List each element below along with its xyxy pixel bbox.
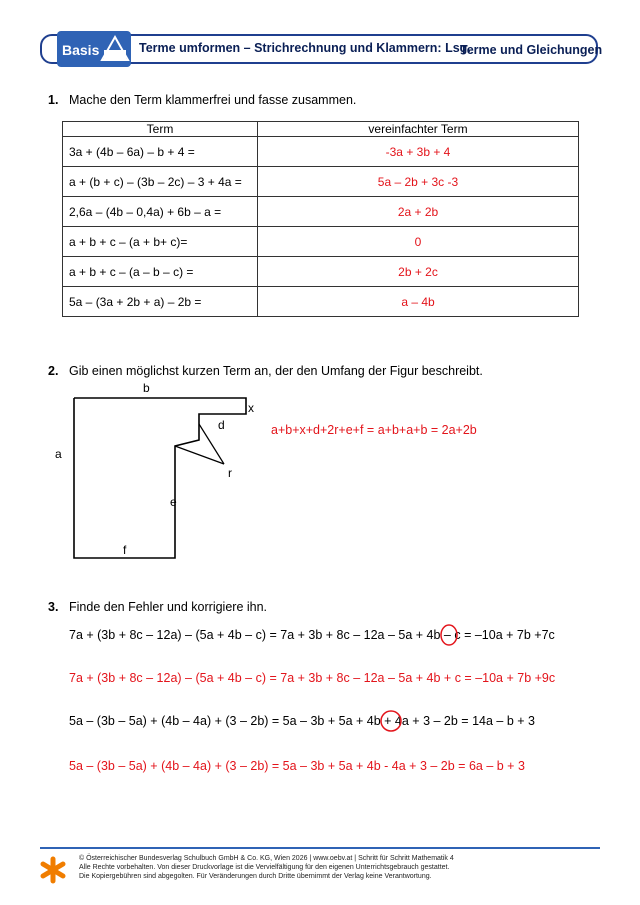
q1-text: Mache den Term klammerfrei und fasse zusammen.	[69, 93, 357, 107]
label-f: f	[123, 543, 127, 557]
result-cell: 0	[258, 227, 579, 257]
level-triangle-icon	[100, 34, 130, 64]
term-cell: 3a + (4b – 6a) – b + 4 =	[63, 137, 258, 167]
q3-equation-1: 7a + (3b + 8c – 12a) – (5a + 4b – c) = 7a + 3b + 8c – 12a – 5a + 4b – c = –10a + 7b +7c	[69, 628, 555, 642]
table-header-result: vereinfachter Term	[258, 122, 579, 137]
label-b: b	[143, 381, 150, 395]
table-header-term: Term	[63, 122, 258, 137]
error-circle-2	[378, 708, 404, 734]
result-cell: 2b + 2c	[258, 257, 579, 287]
q3-equation-1-corrected: 7a + (3b + 8c – 12a) – (5a + 4b – c) = 7a + 3b + 8c – 12a – 5a + 4b + c = –10a + 7b +9c	[69, 671, 556, 685]
q2-text: Gib einen möglichst kurzen Term an, der den Umfang der Figur beschreibt.	[69, 364, 483, 378]
q3-text: Finde den Fehler und korrigiere ihn.	[69, 600, 268, 614]
result-cell: 5a – 2b + 3c -3	[258, 167, 579, 197]
term-cell: a + b + c – (a + b+ c)=	[63, 227, 258, 257]
footer-line-1: © Österreichischer Bundesverlag Schulbuch GmbH & Co. KG, Wien 2026 | www.oebv.at | Schritt für Schritt Mathematik 4	[79, 855, 454, 862]
term-cell: a + b + c – (a – b – c) =	[63, 257, 258, 287]
q1-number: 1.	[48, 93, 59, 107]
term-cell: 2,6a – (4b – 0,4a) + 6b – a =	[63, 197, 258, 227]
label-e: e	[170, 495, 177, 509]
footer-line-2: Alle Rechte vorbehalten. Von dieser Druckvorlage ist die Vervielfältigung für den eigenen Unterrichtsgebrauch gestattet.	[79, 864, 450, 871]
footer-line-3: Die Kopiergebühren sind abgegolten. Für Veränderungen durch Dritte übernimmt der Verlag keine Verantwortung.	[79, 873, 432, 880]
perimeter-figure	[50, 378, 270, 568]
table-row	[63, 197, 579, 227]
label-x: x	[248, 401, 254, 415]
result-cell: -3a + 3b + 4	[258, 137, 579, 167]
level-badge-label: Basis	[62, 42, 100, 58]
label-a: a	[55, 447, 62, 461]
q3-equation-2: 5a – (3b – 5a) + (4b – 4a) + (3 – 2b) = 5a – 3b + 5a + 4b + 4a + 3 – 2b = 14a – b + 3	[69, 714, 535, 728]
publisher-logo-icon	[38, 855, 68, 885]
footer-text	[79, 854, 454, 881]
result-cell: 2a + 2b	[258, 197, 579, 227]
table-header-row	[63, 122, 579, 137]
table-row	[63, 287, 579, 317]
table-row	[63, 167, 579, 197]
footer-divider	[40, 847, 600, 849]
label-r: r	[228, 466, 232, 480]
error-circle-1	[438, 622, 460, 648]
term-table	[62, 121, 579, 317]
q3-equation-2-corrected: 5a – (3b – 5a) + (4b – 4a) + (3 – 2b) = 5a – 3b + 5a + 4b - 4a + 3 – 2b = 6a – b + 3	[69, 759, 525, 773]
q2-number: 2.	[48, 364, 59, 378]
page-title: Terme umformen – Strichrechnung und Klammern: Lsg.	[139, 41, 471, 55]
table-row	[63, 227, 579, 257]
table-row	[63, 137, 579, 167]
page-topic: Terme und Gleichungen	[460, 43, 603, 57]
q2-answer: a+b+x+d+2r+e+f = a+b+a+b = 2a+2b	[271, 423, 477, 437]
table-row	[63, 257, 579, 287]
result-cell: a – 4b	[258, 287, 579, 317]
term-cell: 5a – (3a + 2b + a) – 2b =	[63, 287, 258, 317]
term-cell: a + (b + c) – (3b – 2c) – 3 + 4a =	[63, 167, 258, 197]
q3-number: 3.	[48, 600, 59, 614]
label-d: d	[218, 418, 225, 432]
